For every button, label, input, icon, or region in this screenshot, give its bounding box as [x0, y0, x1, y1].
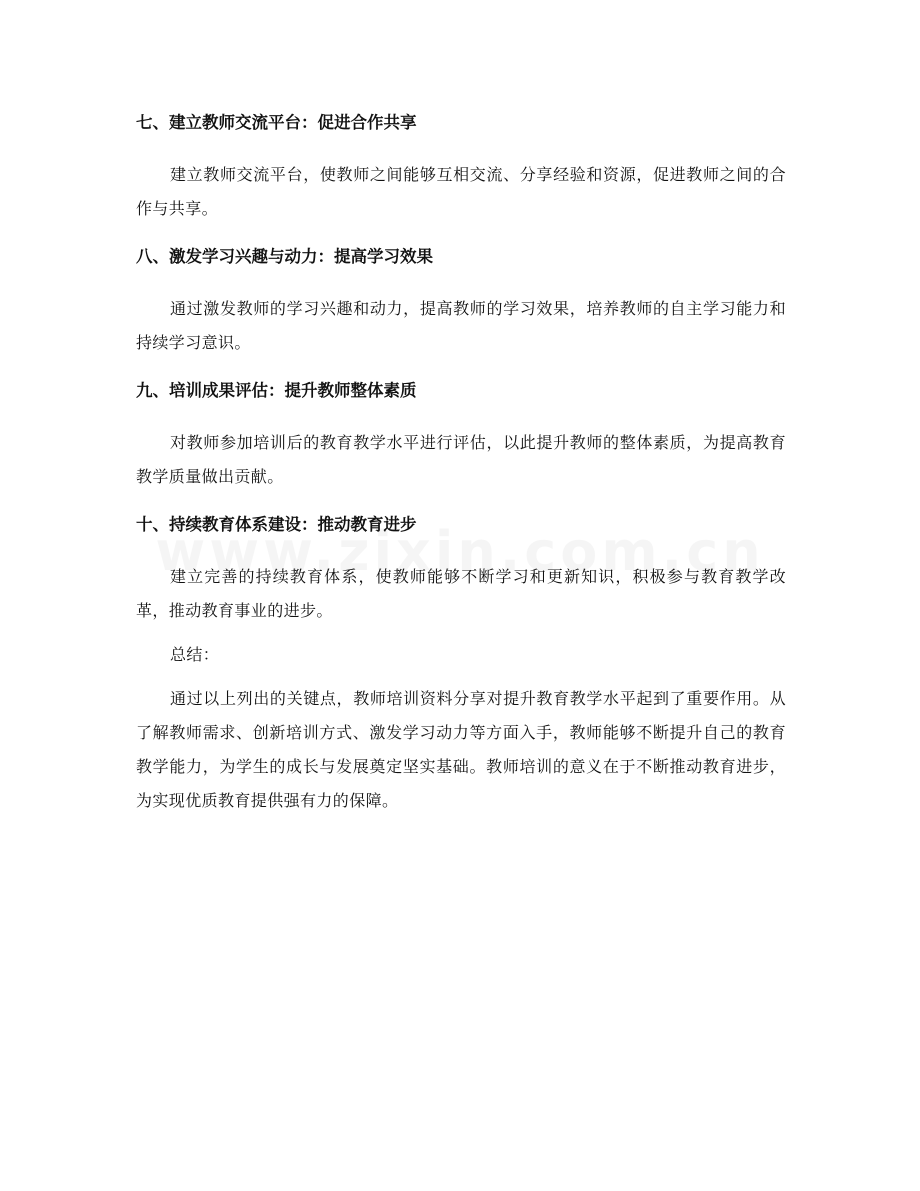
document-body: [136, 104, 786, 818]
summary-label: 总结：: [170, 645, 220, 664]
section-8: [136, 238, 786, 372]
section-9: [136, 372, 786, 506]
section-heading: 十、持续教育体系建设：推动教育进步: [136, 515, 417, 534]
section-heading: 九、培训成果评估：提升教师整体素质: [136, 381, 417, 400]
section-paragraph: 建立完善的持续教育体系，使教师能够不断学习和更新知识，积极参与教育教学改革，推动教育事业的进步。: [136, 567, 786, 620]
section-10: [136, 506, 786, 638]
section-paragraph: 对教师参加培训后的教育教学水平进行评估，以此提升教师的整体素质，为提高教育教学质量做出贡献。: [136, 433, 786, 486]
section-heading: 七、建立教师交流平台：促进合作共享: [136, 113, 417, 132]
section-paragraph: 通过激发教师的学习兴趣和动力，提高教师的学习效果，培养教师的自主学习能力和持续学习意识。: [136, 299, 786, 352]
summary-section: [136, 638, 786, 818]
section-heading: 八、激发学习兴趣与动力：提高学习效果: [136, 247, 433, 266]
section-7: [136, 104, 786, 238]
section-paragraph: 建立教师交流平台，使教师之间能够互相交流、分享经验和资源，促进教师之间的合作与共享。: [136, 165, 786, 218]
summary-paragraph: 通过以上列出的关键点，教师培训资料分享对提升教育教学水平起到了重要作用。从了解教师需求、创新培训方式、激发学习动力等方面入手，教师能够不断提升自己的教育教学能力，为学生的成长与发展奠定坚实基础。教师培训的意义在于不断推动教育进步，为实现优质教育提供强有力的保障。: [136, 689, 786, 810]
